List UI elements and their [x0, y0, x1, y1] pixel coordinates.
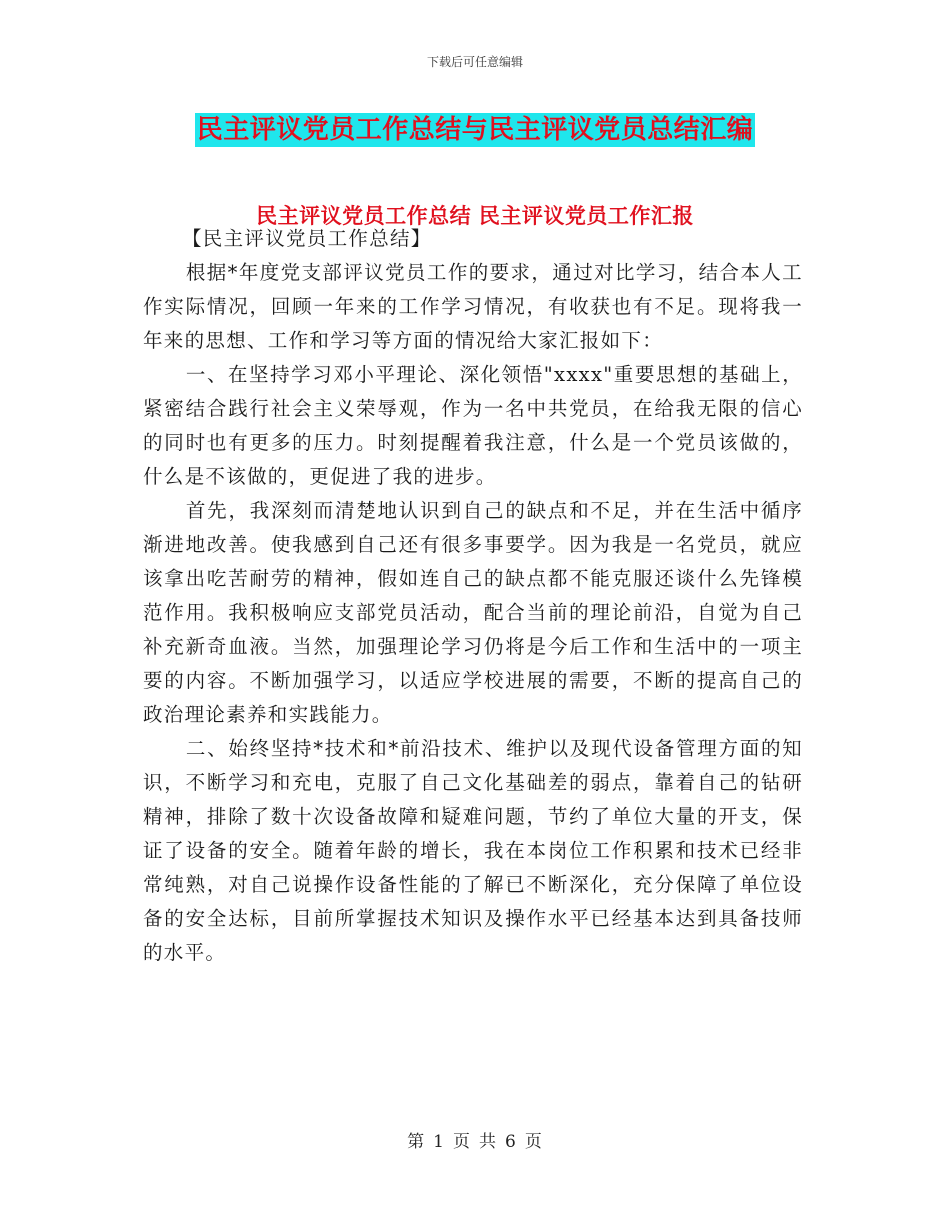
- document-body: [143, 222, 803, 970]
- section-label: 【民主评议党员工作总结】: [182, 227, 432, 250]
- total-label-prefix: 共: [479, 1132, 497, 1152]
- current-page-number: 1: [433, 1132, 445, 1152]
- paragraph-first-of-all: 首先，我深刻而清楚地认识到自己的缺点和不足，并在生活中循序渐进地改善。使我感到自己还有很多事要学。因为我是一名党员，就应该拿出吃苦耐劳的精神，假如连自己的缺点都不能克服还谈什么先锋模范作用。我积极响应支部党员活动，配合当前的理论前沿，自觉为自己补充新奇血液。当然，加强理论学习仍将是今后工作和生活中的一项主要的内容。不断加强学习，以适应学校进展的需要，不断的提高自己的政治理论素养和实践能力。: [143, 499, 803, 726]
- page-label-prefix: 第: [407, 1132, 426, 1152]
- main-title: 民主评议党员工作总结与民主评议党员总结汇编: [196, 115, 754, 145]
- page-label-suffix: 页: [524, 1132, 543, 1152]
- header-note: 下载后可任意编辑: [426, 55, 523, 69]
- main-title-wrap: [0, 113, 950, 147]
- sub-title: 民主评议党员工作总结 民主评议党员工作汇报: [256, 204, 694, 228]
- paragraph-point-two: 二、始终坚持*技术和*前沿技术、维护以及现代设备管理方面的知识，不断学习和充电，克服了自己文化基础差的弱点，靠着自己的钻研精神，排除了数十次设备故障和疑难问题，节约了单位大量的开支，保证了设备的安全。随着年龄的增长，我在本岗位工作积累和技术已经非常纯熟，对自己说操作设备性能的了解已不断深化，充分保障了单位设备的安全达标，目前所掌握技术知识及操作水平已经基本达到具备技师的水平。: [143, 737, 803, 964]
- total-page-number: 6: [505, 1132, 517, 1152]
- paragraph-intro: 根据*年度党支部评议党员工作的要求，通过对比学习，结合本人工作实际情况，回顾一年来的工作学习情况，有收获也有不足。现将我一年来的思想、工作和学习等方面的情况给大家汇报如下：: [143, 261, 803, 352]
- paragraph-point-one: 一、在坚持学习邓小平理论、深化领悟"xxxx"重要思想的基础上，紧密结合践行社会主义荣辱观，作为一名中共党员，在给我无限的信心的同时也有更多的压力。时刻提醒着我注意，什么是一个党员该做的，什么是不该做的，更促进了我的进步。: [143, 363, 803, 488]
- page-label-mid: 页: [453, 1132, 471, 1152]
- page-footer: [0, 1127, 950, 1152]
